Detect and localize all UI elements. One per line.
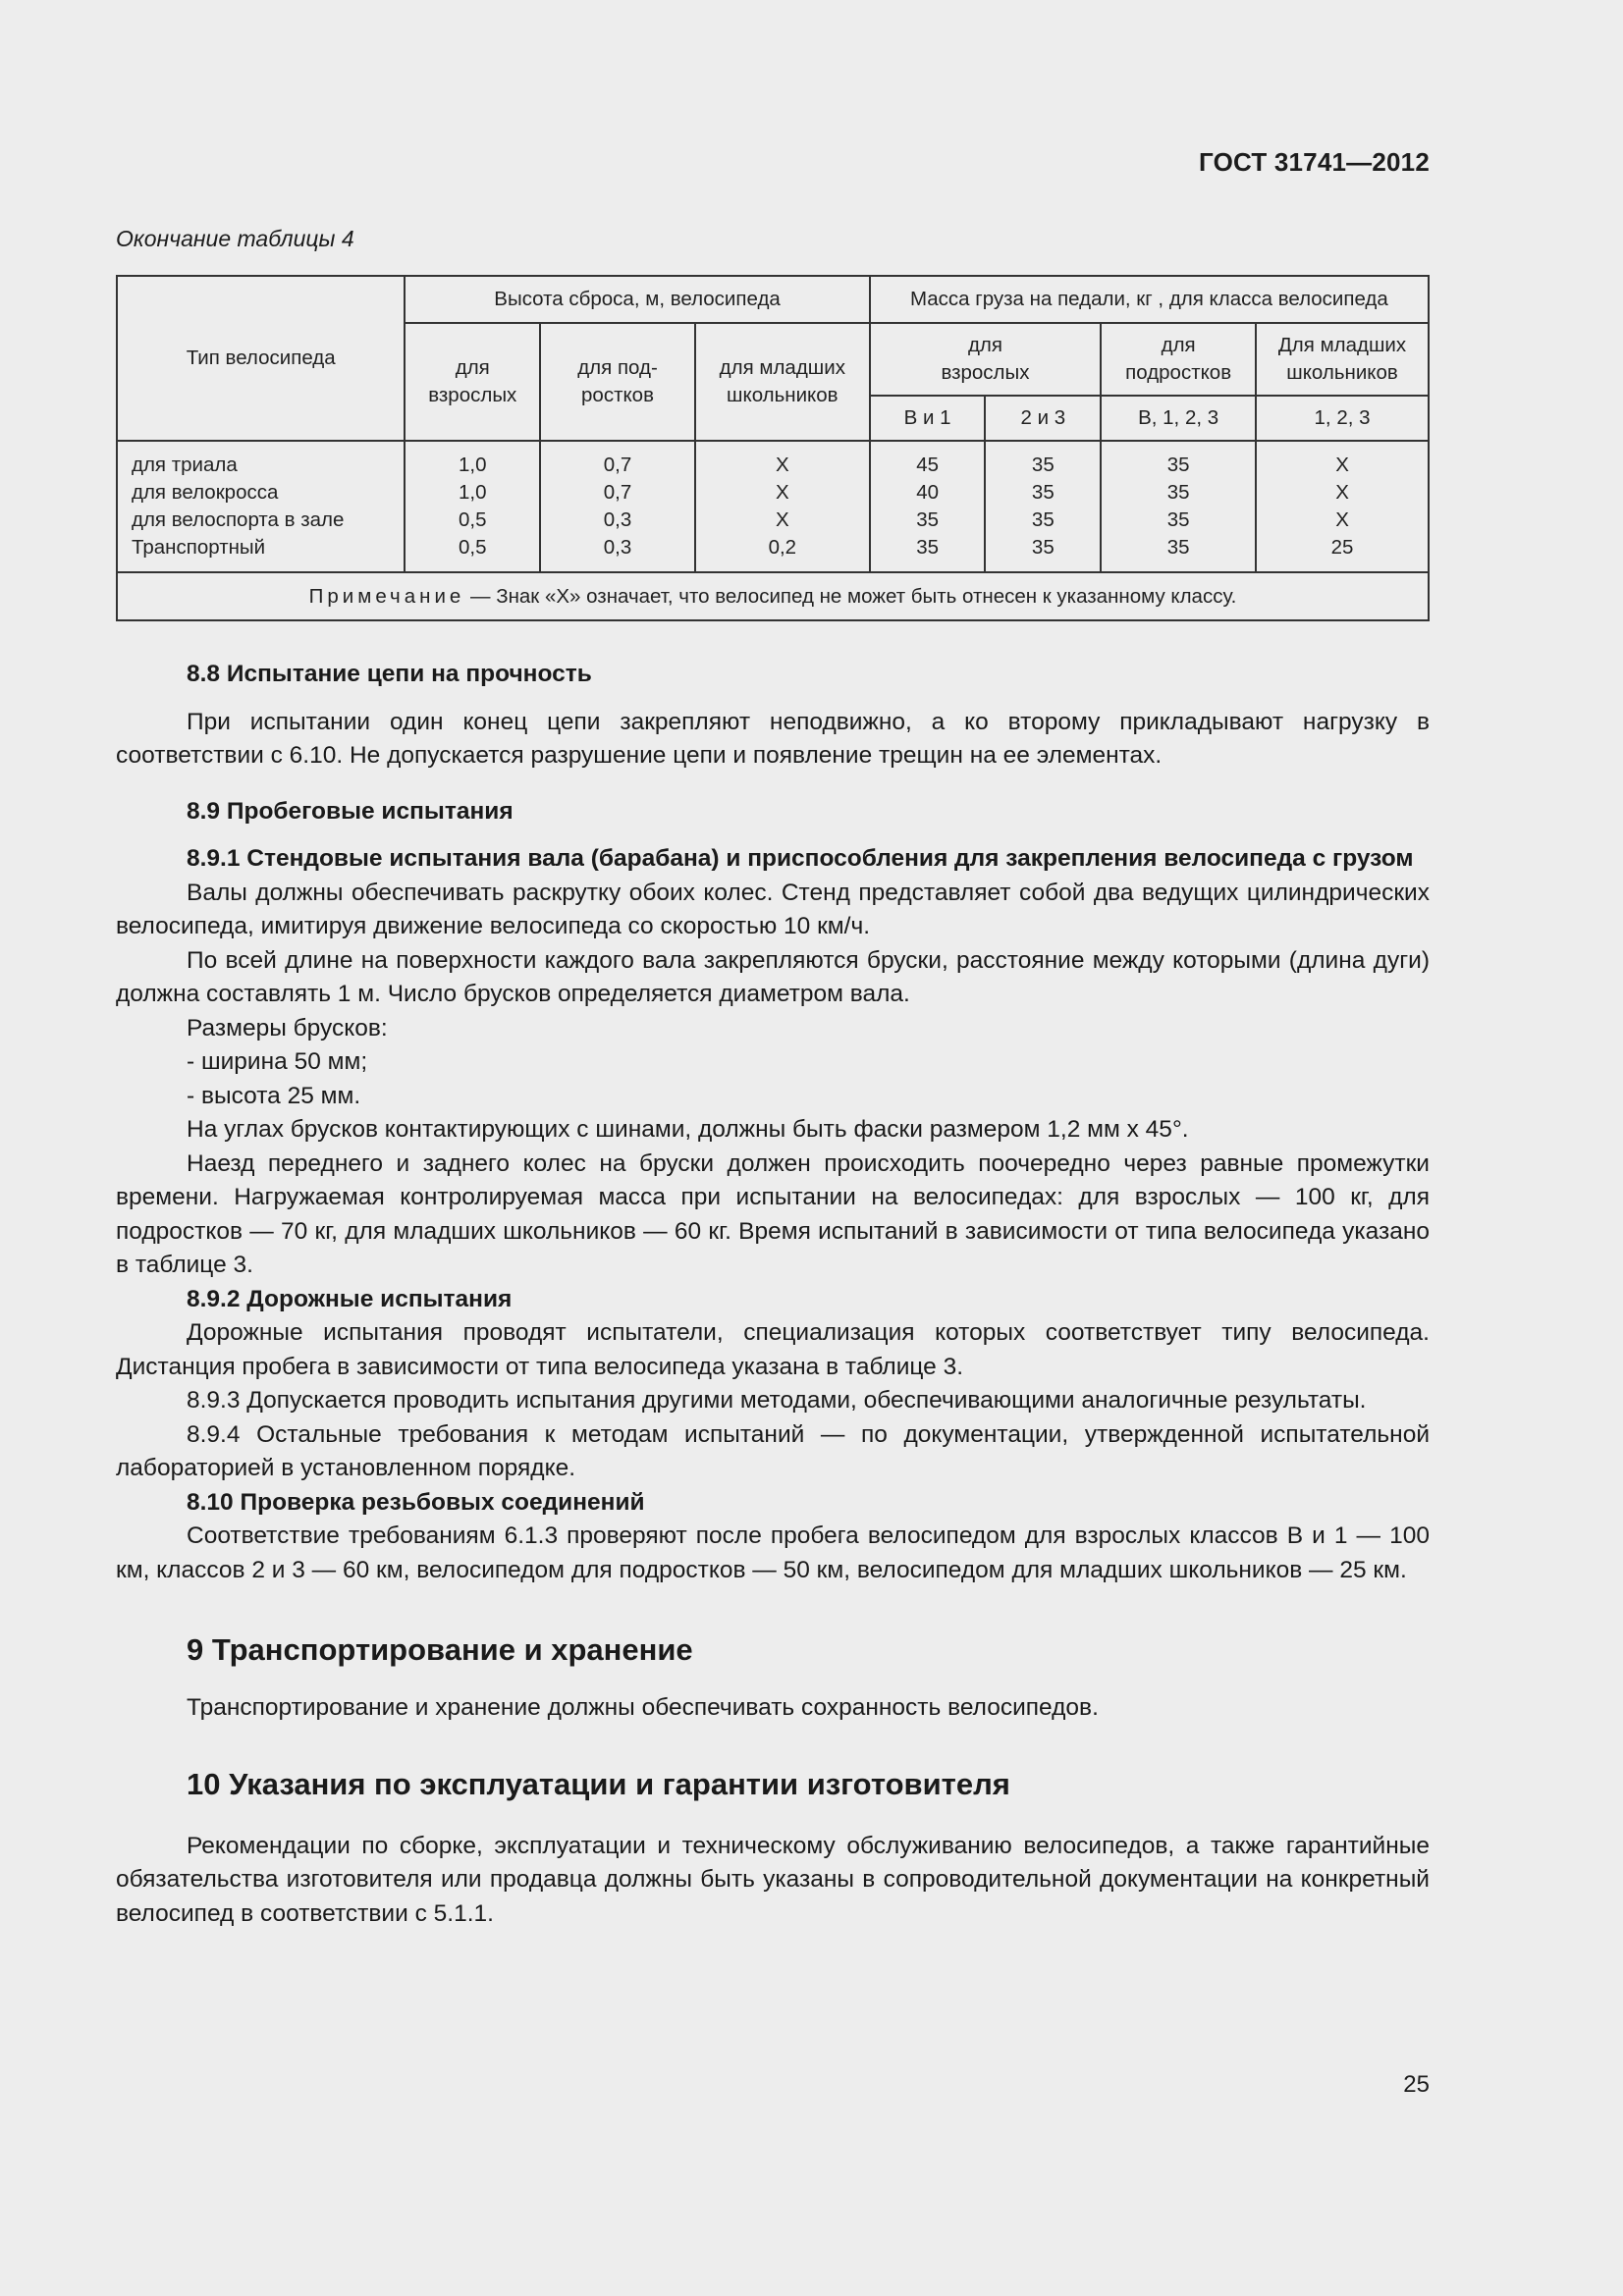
header-class-123: 1, 2, 3 <box>1256 396 1429 441</box>
section-8-9-1-para-6: На углах брусков контактирующих с шинами, должны быть фаски размером 1,2 мм х 45°. <box>187 1116 1189 1143</box>
header-pedal-mass: Масса груза на педали, кг , для класса велосипеда <box>870 276 1429 323</box>
document-body <box>116 658 1430 1931</box>
section-8-10-text: Соответствие требованиям 6.1.3 проверяют после пробега велосипедом для взрослых классов В и 1 — 100 км, классов 2 и 3 — 60 км, велосипедом для подростков — 50 км, велосипедом для младших школьников — 25 км. <box>116 1522 1430 1583</box>
section-8-9-1-para-2: По всей длине на поверхности каждого вала закрепляются бруски, расстояние между которыми (длина дуги) должна составлять 1 м. Число брусков определяется диаметром вала. <box>116 946 1430 1007</box>
header-class-23: 2 и 3 <box>985 396 1101 441</box>
section-9-text: Транспортирование и хранение должны обеспечивать сохранность велосипедов. <box>187 1694 1099 1721</box>
bicycle-types-cell: для триала для велокросса для велоспорта в зале Транспортный <box>117 441 405 572</box>
table-caption: Окончание таблицы 4 <box>116 226 354 251</box>
mass-teens-cell: 35 35 35 35 <box>1101 441 1256 572</box>
section-8-9-2-text: Дорожные испытания проводят испытатели, специализация которых соответствует типу велосипеда. Дистанция пробега в зависимости от типа велосипеда указана в таблице 3. <box>116 1319 1430 1380</box>
header-height-juniors: для младших школьников <box>695 323 870 441</box>
header-drop-height: Высота сброса, м, велосипеда <box>405 276 869 323</box>
page-number: 25 <box>1403 2071 1430 2098</box>
section-8-10-title: 8.10 Проверка резьбовых соединений <box>187 1488 645 1516</box>
section-8-8-title: 8.8 Испытание цепи на прочность <box>187 661 592 687</box>
section-8-9-4-text: 8.9.4 Остальные требования к методам испытаний — по документации, утвержденной испытательной лабораторией в установленном порядке. <box>116 1420 1430 1481</box>
section-10-title: 10 Указания по эксплуатации и гарантии изготовителя <box>187 1766 1010 1801</box>
table-data-row <box>117 441 1429 572</box>
document-code: ГОСТ 31741—2012 <box>1199 147 1430 177</box>
header-mass-juniors: Для младших школьников <box>1256 323 1429 396</box>
mass-b1-cell: 45 40 35 35 <box>870 441 986 572</box>
section-8-9-title: 8.9 Пробеговые испытания <box>187 797 514 825</box>
mass-juniors-cell: X X X 25 <box>1256 441 1429 572</box>
header-height-teens: для под-ростков <box>540 323 695 441</box>
section-10-text: Рекомендации по сборке, эксплуатации и техническому обслуживанию велосипедов, а также гарантийные обязательства изготовителя или продавца должны быть указаны в сопроводительной документации на конкретный велосипед в соответствии с 5.1.1. <box>116 1832 1430 1927</box>
table-note <box>117 572 1429 620</box>
note-text: — Знак «X» означает, что велосипед не может быть отнесен к указанному классу. <box>464 584 1237 608</box>
section-8-8-text: При испытании один конец цепи закрепляют неподвижно, а ко второму прикладывают нагрузку в соответствии с 6.10. Не допускается разрушение цепи и появление трещин на ее элементах. <box>116 708 1430 769</box>
header-mass-adults: для взрослых <box>870 323 1101 396</box>
section-9-title: 9 Транспортирование и хранение <box>187 1632 693 1667</box>
header-mass-teens: для подростков <box>1101 323 1256 396</box>
header-class-b1: В и 1 <box>870 396 986 441</box>
height-adults-cell: 1,0 1,0 0,5 0,5 <box>405 441 540 572</box>
section-8-9-1-para-7: Наезд переднего и заднего колес на бруски должен происходить поочередно через равные промежутки времени. Нагружаемая контролируемая масса при испытании на велосипедах: для взрослых — 100 кг, для подростков — 70 кг, для младших школьников — 60 кг. Время испытаний в зависимости от типа велосипеда указано в таблице 3. <box>116 1149 1430 1278</box>
section-8-9-2-title: 8.9.2 Дорожные испытания <box>187 1285 513 1312</box>
section-8-9-3-text: 8.9.3 Допускается проводить испытания другими методами, обеспечивающими аналогичные результаты. <box>187 1387 1367 1414</box>
section-8-9-1-para-4: - ширина 50 мм; <box>187 1048 368 1075</box>
section-8-9-1-para-1: Валы должны обеспечивать раскрутку обоих колес. Стенд представляет собой два ведущих цилиндрических велосипеда, имитируя движение велосипеда со скоростью 10 км/ч. <box>116 879 1430 939</box>
height-teens-cell: 0,7 0,7 0,3 0,3 <box>540 441 695 572</box>
section-8-9-1-para-3: Размеры брусков: <box>187 1014 388 1041</box>
section-8-9-1-para-5: - высота 25 мм. <box>187 1082 361 1109</box>
height-juniors-cell: X X X 0,2 <box>695 441 870 572</box>
section-8-9-1-title: 8.9.1 Стендовые испытания вала (барабана) и приспособления для закрепления велосипеда с грузом <box>187 845 1414 872</box>
header-class-b123: В, 1, 2, 3 <box>1101 396 1256 441</box>
header-height-adults: для взрослых <box>405 323 540 441</box>
mass-23-cell: 35 35 35 35 <box>985 441 1101 572</box>
bicycle-test-table <box>116 275 1430 621</box>
header-bicycle-type: Тип велосипеда <box>117 276 405 441</box>
note-label: Примечание <box>308 584 465 608</box>
